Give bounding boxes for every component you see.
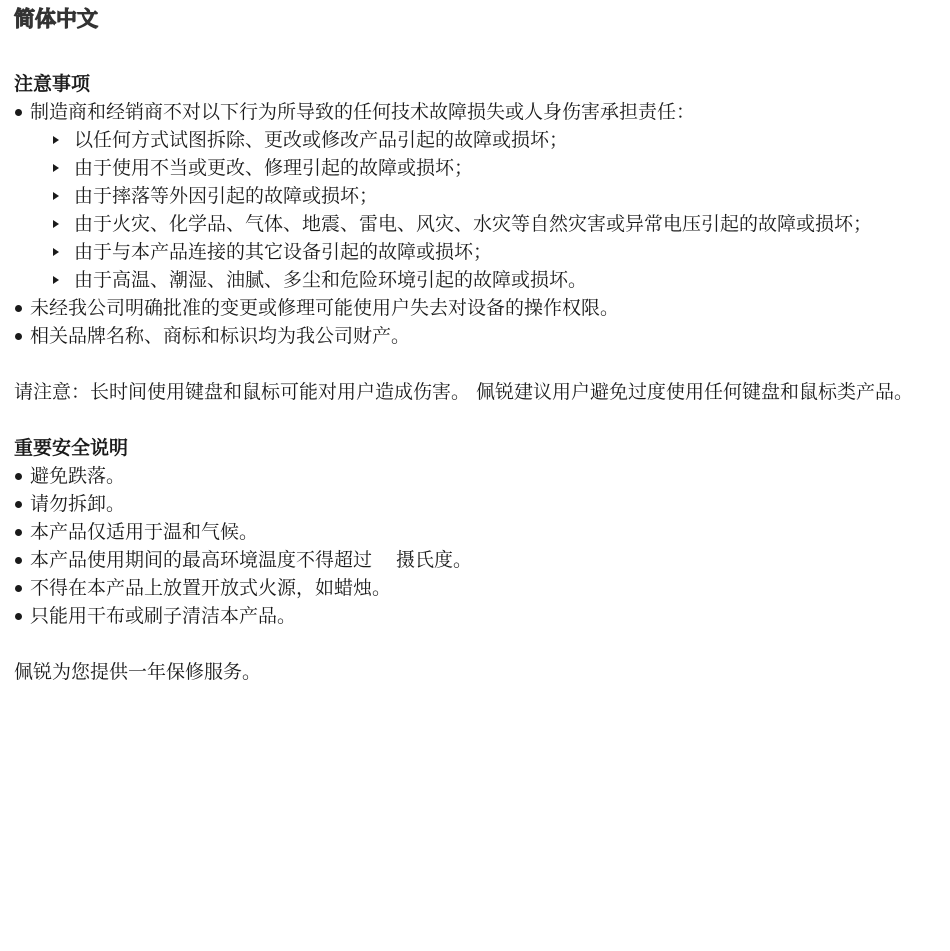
safety-item: 避免跌落。 [14,462,938,490]
liability-subitem: 由于使用不当或更改、修理引起的故障或损坏； [30,154,938,182]
caution-paragraph: 请注意：长时间使用键盘和鼠标可能对用户造成伤害。 佩锐建议用户避免过度使用任何键盘和鼠标类产品。 [14,381,914,403]
notice-item: 未经我公司明确批准的变更或修理可能使用户失去对设备的操作权限。 [14,294,938,322]
language-title: 简体中文 [14,7,98,31]
liability-subitem: 由于摔落等外因引起的故障或损坏； [30,182,938,210]
spacer [14,406,938,434]
notice-list [14,98,938,350]
liability-subitem: 由于高温、潮湿、油腻、多尘和危险环境引起的故障或损坏。 [30,266,938,294]
notice-heading: 注意事项 [14,73,91,95]
liability-subitem: 由于与本产品连接的其它设备引起的故障或损坏； [30,238,938,266]
warranty-paragraph: 佩锐为您提供一年保修服务。 [14,661,262,683]
liability-sublist [30,126,938,294]
liability-subitem: 以任何方式试图拆除、更改或修改产品引起的故障或损坏； [30,126,938,154]
safety-list [14,462,938,630]
safety-item: 请勿拆卸。 [14,490,938,518]
liability-subitem: 由于火灾、化学品、气体、地震、雷电、风灾、水灾等自然灾害或异常电压引起的故障或损坏； [30,210,938,238]
temp-text-before: 本产品使用期间的最高环境温度不得超过 [30,549,373,571]
notice-item: 相关品牌名称、商标和标识均为我公司财产。 [14,322,938,350]
safety-heading: 重要安全说明 [14,437,129,459]
notice-item-liability [14,98,938,294]
safety-item: 不得在本产品上放置开放式火源，如蜡烛。 [14,574,938,602]
safety-item-temperature [14,546,938,574]
spacer [14,34,938,70]
spacer [14,630,938,658]
temp-text-after: 摄氏度。 [396,549,473,571]
spacer [14,350,938,378]
safety-item: 只能用干布或刷子清洁本产品。 [14,602,938,630]
safety-item: 本产品仅适用于温和气候。 [14,518,938,546]
liability-intro: 制造商和经销商不对以下行为所导致的任何技术故障损失或人身伤害承担责任： [30,101,696,123]
document-page [14,4,938,686]
